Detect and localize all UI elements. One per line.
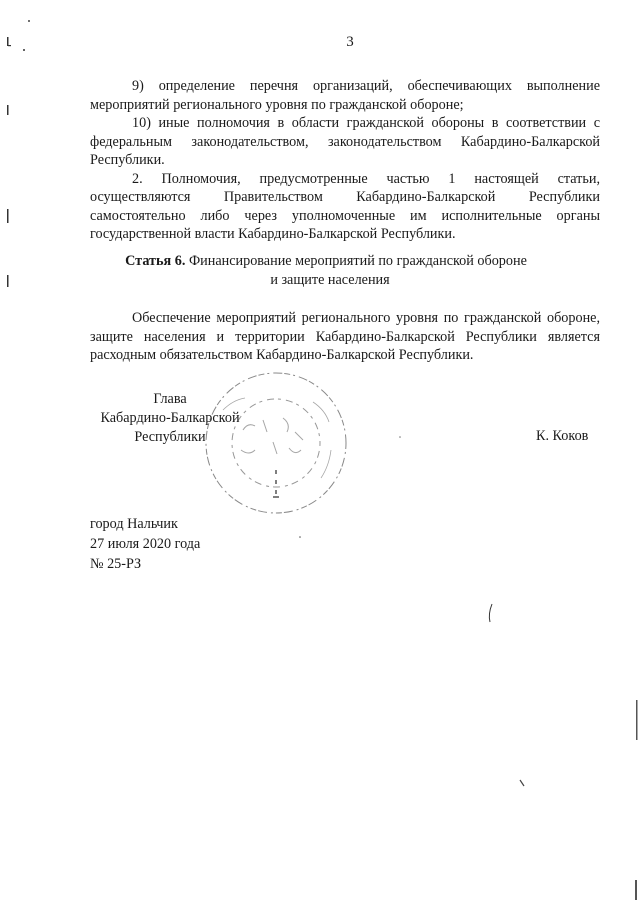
page-number: 3 <box>346 34 354 50</box>
article-heading-line1 <box>90 252 600 271</box>
list-item: 2. Полномочия, предусмотренные частью 1 настоящей статьи, осуществляются Правительством Кабардино-Балкарской Республики самостоятельно либо через уполномоченные им исполнительные органы государственной власти Кабардино-Балкарской Республики. <box>90 170 600 242</box>
list-item: 9) определение перечня организаций, обеспечивающих выполнение мероприятий регионального уровня по гражданской обороне; <box>90 78 600 113</box>
article-heading <box>90 252 600 289</box>
powers-list <box>90 77 600 244</box>
signatory-title-line1: Глава <box>153 391 187 407</box>
place-and-date <box>90 514 200 574</box>
list-item: 10) иные полномочия в области гражданской обороны в соответствии с федеральным законодательством, законодательством Кабардино-Балкарской Республики. <box>90 115 600 168</box>
article-paragraph: Обеспечение мероприятий регионального уровня по гражданской обороне, защите населения и территории Кабардино-Балкарской Республики является расходным обязательством Кабардино-Балкарской Республики. <box>90 310 600 363</box>
signatory-name: К. Коков <box>536 428 589 444</box>
law-number: № 25-РЗ <box>90 556 142 572</box>
article-title-continued: и защите населения <box>270 271 390 288</box>
article-label: Статья 6. <box>125 253 186 269</box>
article-title: Финансирование мероприятий по гражданской обороне <box>188 253 527 269</box>
date: 27 июля 2020 года <box>90 536 201 552</box>
signatory-title <box>90 390 250 447</box>
signatory-title-line2: Кабардино-Балкарской <box>100 410 240 426</box>
city: город Нальчик <box>90 516 178 532</box>
article-body <box>90 309 600 365</box>
signatory-title-line3: Республики <box>134 429 206 445</box>
